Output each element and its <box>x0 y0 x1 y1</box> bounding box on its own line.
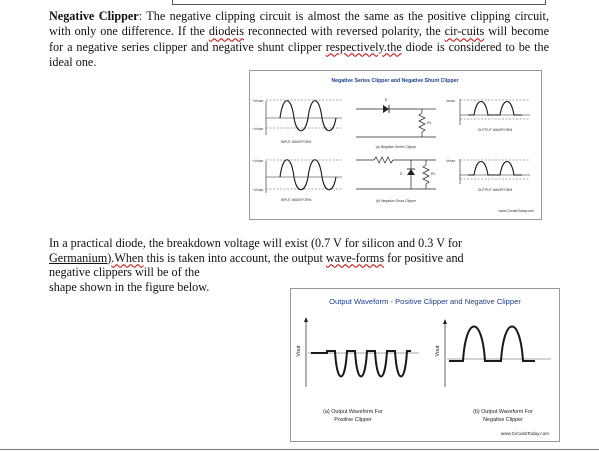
input-waveform-label-bottom: INPUT WAVEFORM <box>280 198 312 202</box>
caption-right-line1: (b) Output Waveform For <box>473 409 533 415</box>
diode-symbol <box>383 105 389 113</box>
resistor-symbol <box>419 109 425 137</box>
vmax-pos-label: +Vmax <box>252 159 264 163</box>
misspelled-word: .When <box>111 250 144 265</box>
shunt-diode-symbol <box>407 169 415 175</box>
paragraph-text: for positive and <box>384 250 464 265</box>
caption-left-line1: (a) Output Waveform For <box>323 409 383 415</box>
negative-clipped-wave <box>449 327 535 362</box>
figure1-credit: www.CircuitsToday.com <box>498 209 534 213</box>
misspelled-word: wave-forms <box>325 250 385 265</box>
top-border-box <box>172 0 546 5</box>
paragraph-text: this is taken into account, the output <box>143 250 326 265</box>
vmax-neg-label: −Vmax <box>252 188 264 192</box>
series-resistor-symbol <box>374 157 393 163</box>
paragraph-text: will become for a negative series clipper and negative shunt clipper <box>49 24 549 54</box>
paragraph-line: In a practical diode, the breakdown voltage will exist (0.7 V for silicon and 0.3 V for <box>49 236 463 250</box>
figure1-title: Negative Series Clipper and Negative Shunt Clipper <box>331 78 459 84</box>
shunt-diode-label: D <box>400 172 403 176</box>
vmax-neg-label: −Vmax <box>252 127 264 131</box>
figure-negative-clippers-svg <box>250 71 541 219</box>
output-waveform-top <box>446 99 530 132</box>
misspelled-word: respectively.the <box>325 39 402 54</box>
misspelled-word: diodeis <box>208 24 245 39</box>
output-waveform-label-bottom: OUTPUT WAVEFORM <box>477 188 513 192</box>
paragraph-line: negative clippers will be of the <box>49 265 200 280</box>
vmax-label: Vmax <box>446 159 456 163</box>
paragraph-line: shape shown in the figure below. <box>49 279 210 294</box>
diode-label: D <box>384 98 388 102</box>
resistor-label: RL <box>427 121 432 125</box>
input-waveform-bottom <box>252 159 342 202</box>
vmax-pos-label: +Vmax <box>252 99 264 103</box>
load-resistor-label: RL <box>431 172 436 176</box>
figure2-credit: www.CircuitsToday.com <box>500 431 549 436</box>
paragraph-practical-diode <box>49 236 549 294</box>
figure2-title: Output Waveform - Positive Clipper and Negative Clipper <box>329 297 521 306</box>
input-waveform-label-top: INPUT WAVEFORM <box>280 140 312 144</box>
output-negative-clipper <box>435 319 551 423</box>
misspelled-word: cir-cuits <box>444 24 485 39</box>
vmax-label: Vmax <box>446 99 456 103</box>
caption-left-line2: Positive Clipper <box>334 417 372 423</box>
vout-axis-label-left: Vout <box>296 345 302 357</box>
paragraph-text: diode is considered to be the ideal one. <box>49 39 549 69</box>
caption-right-line2: Negative Clipper <box>483 417 523 423</box>
load-resistor-symbol <box>423 160 429 189</box>
series-clipper-circuit <box>356 98 436 149</box>
paragraph-text: reconnected with reversed polarity, the <box>244 24 445 39</box>
output-waveform-label-top: OUTPUT WAVEFORM <box>477 128 513 132</box>
figure-negative-clippers <box>249 70 542 220</box>
input-waveform-top <box>252 99 342 144</box>
vout-axis-label-right: Vout <box>435 345 441 357</box>
output-waveform-bottom <box>446 159 530 192</box>
caption-shunt-clipper: (b) Negative Shunt Clipper <box>376 199 416 203</box>
figure-output-waveforms-svg <box>291 289 559 441</box>
figure-output-waveforms <box>290 288 560 442</box>
shunt-clipper-circuit <box>356 157 436 203</box>
output-positive-clipper <box>296 317 419 423</box>
bottom-divider <box>0 449 599 450</box>
paragraph-line <box>49 251 549 266</box>
caption-series-clipper: (a) Negative Series Clipper <box>375 145 417 149</box>
paragraph-text: : The negative clipping circuit is almost the same as the positive clipping circuit, with only one difference. If the <box>49 9 549 39</box>
underlined-text: Germanium) <box>49 250 112 265</box>
paragraph-negative-clipper <box>49 9 549 70</box>
positive-clipped-wave <box>311 351 411 377</box>
paragraph-lead: Negative Clipper <box>49 9 139 23</box>
